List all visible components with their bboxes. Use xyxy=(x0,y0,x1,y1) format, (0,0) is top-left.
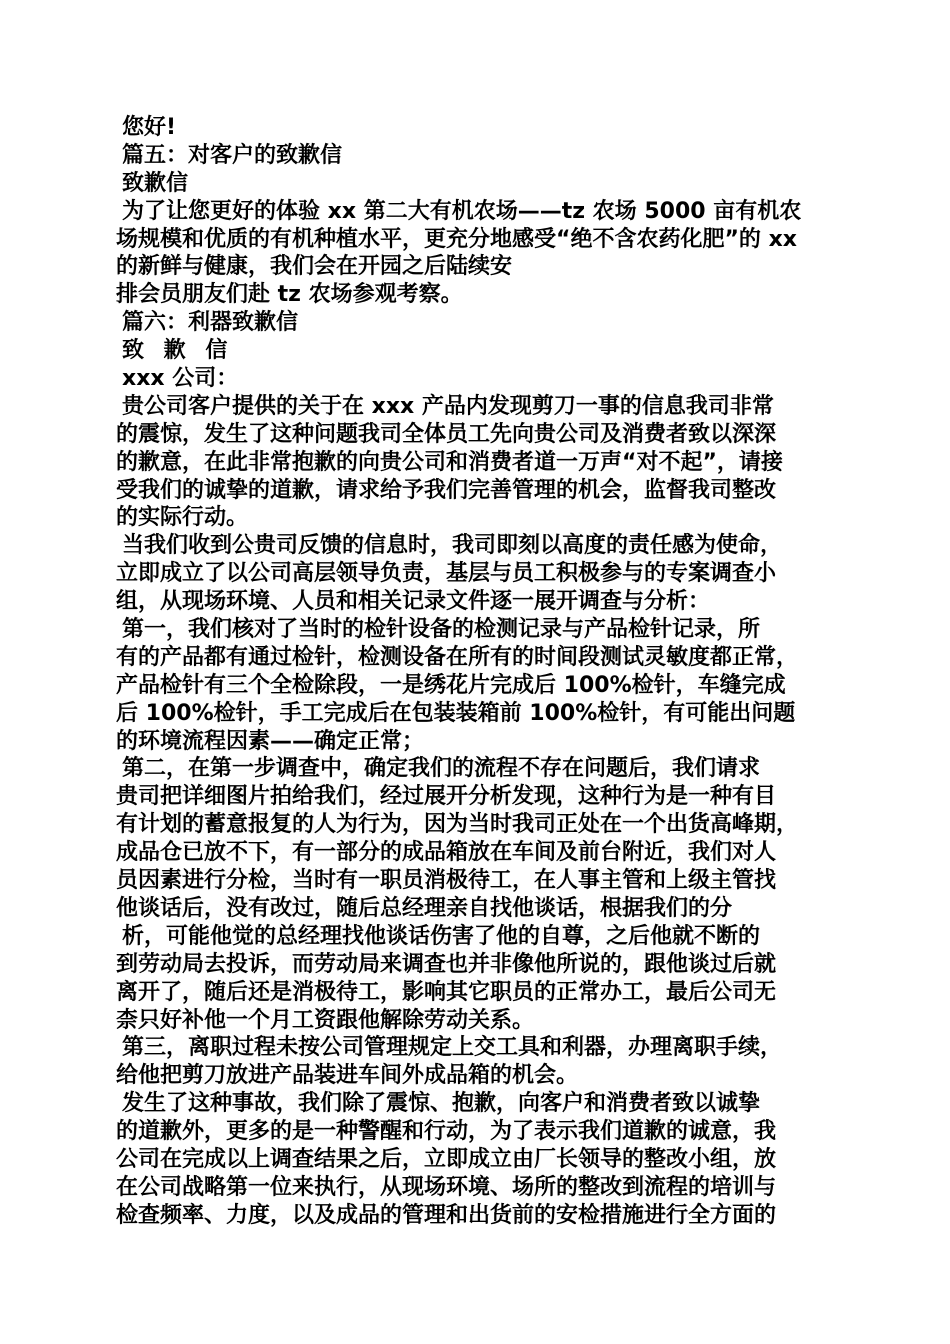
text-line: 到劳动局去投诉，而劳动局来调查也并非像他所说的，跟他谈过后就 xyxy=(116,951,777,977)
text-line: 的道歉外，更多的是一种警醒和行动，为了表示我们道歉的诚意，我 xyxy=(116,1119,777,1145)
text-line: 公司在完成以上调查结果之后，立即成立由厂长领导的整改小组，放 xyxy=(116,1146,777,1172)
text-line: 成品仓已放不下，有一部分的成品箱放在车间及前台附近，我们对人 xyxy=(116,840,777,866)
text-line: 产品检针有三个全检除段，一是绣花片完成后 100%检针，车缝完成 xyxy=(116,672,786,698)
text-line: 第三，离职过程未按公司管理规定上交工具和利器，办理离职手续， xyxy=(122,1035,783,1061)
text-line: 的实际行动。 xyxy=(116,505,249,531)
text-line: 第二，在第一步调查中，确定我们的流程不存在问题后，我们请求 xyxy=(122,756,761,782)
greeting-line: 您好! xyxy=(122,115,177,140)
text-line: 组，从现场环境、人员和相关记录文件逐一展开调查与分析： xyxy=(116,589,711,615)
text-line: 立即成立了以公司高层领导负责，基层与员工积极参与的专案调查小 xyxy=(116,561,777,587)
text-line: 柰只好补他一个月工资跟他解除劳动关系。 xyxy=(116,1007,535,1033)
text-line: 有的产品都有通过检针，检测设备在所有的时间段测试灵敏度都正常， xyxy=(116,644,799,670)
letter-title: 致歉信 xyxy=(122,170,189,196)
text-line: 后 100%检针，手工完成后在包装装箱前 100%检针，有可能出问题 xyxy=(116,700,796,726)
salutation-line: xxx 公司： xyxy=(122,366,239,392)
text-line: 给他把剪刀放进产品装进车间外成品箱的机会。 xyxy=(116,1063,579,1089)
text-line: 排会员朋友们赴 tz 农场参观考察。 xyxy=(116,282,463,308)
text-line: 的新鲜与健康，我们会在开园之后陆续安 xyxy=(116,254,513,280)
text-line: 为了让您更好的体验 xx 第二大有机农场——tz 农场 5000 亩有机农 xyxy=(122,198,802,224)
text-line: 检查频率、力度，以及成品的管理和出货前的安检措施进行全方面的 xyxy=(116,1202,777,1228)
text-line: 的歉意，在此非常抱歉的向贵公司和消费者道一万声“对不起”，请接 xyxy=(116,449,783,475)
text-line: 他谈话后，没有改过，随后总经理亲自找他谈话，根据我们的分 xyxy=(116,895,733,921)
text-line: 离开了，随后还是消极待工，影响其它职员的正常办工，最后公司无 xyxy=(116,979,777,1005)
text-line: 贵司把详细图片拍给我们，经过展开分析发现，这种行为是一种有目 xyxy=(116,784,777,810)
text-line: 析，可能他觉的总经理找他谈话伤害了他的自尊，之后他就不断的 xyxy=(122,923,761,949)
letter-body xyxy=(116,114,846,1230)
text-line: 的环境流程因素——确定正常； xyxy=(116,728,425,754)
text-line: 贵公司客户提供的关于在 xxx 产品内发现剪刀一事的信息我司非常 xyxy=(122,393,774,419)
text-line: 的震惊，发生了这种问题我司全体员工先向贵公司及消费者致以深深 xyxy=(116,421,777,447)
text-line: 受我们的诚挚的道歉，请求给予我们完善管理的机会，监督我司整改 xyxy=(116,477,777,503)
section-heading-5: 篇五：对客户的致歉信 xyxy=(122,142,343,168)
text-line: 场规模和优质的有机种植水平，更充分地感受“绝不含农药化肥”的 xx xyxy=(116,226,797,252)
text-line: 有计划的蓄意报复的人为行为，因为当时我司正处在一个出货高峰期， xyxy=(116,812,799,838)
text-line: 第一，我们核对了当时的检针设备的检测记录与产品检针记录，所 xyxy=(122,617,761,643)
text-line: 在公司战略第一位来执行，从现场环境、场所的整改到流程的培训与 xyxy=(116,1174,777,1200)
letter-title: 致 歉 信 xyxy=(122,338,234,364)
text-line: 当我们收到公贵司反馈的信息时，我司即刻以高度的责任感为使命， xyxy=(122,533,783,559)
section-heading-6: 篇六：利器致歉信 xyxy=(122,310,299,336)
text-line: 员因素进行分检，当时有一职员消极待工，在人事主管和上级主管找 xyxy=(116,868,777,894)
text-line: 发生了这种事故，我们除了震惊、抱歉，向客户和消费者致以诚挚 xyxy=(122,1091,761,1117)
